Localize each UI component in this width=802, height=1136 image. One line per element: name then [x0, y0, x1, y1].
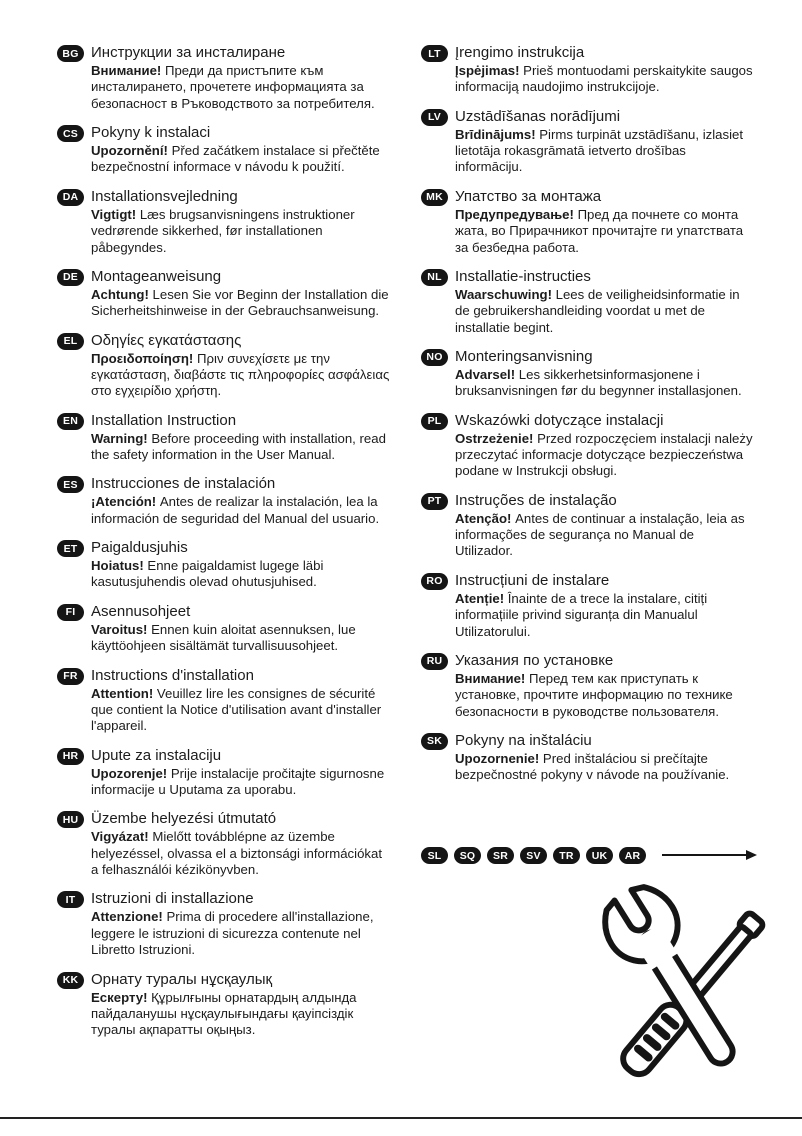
instruction-entry	[57, 667, 393, 735]
entry-body-wrap	[91, 558, 391, 591]
language-badge: TR	[553, 847, 580, 864]
entry-body-wrap	[455, 127, 755, 176]
entry-body: Преди да пристъпите към инсталирането, прочетете информацията за безопасност в Ръководството за потребителя.	[91, 63, 375, 111]
instruction-entry	[57, 747, 393, 799]
entry-body: Перед тем как приступать к установке, прочтите информацию по технике безопасности в руководстве пользователя.	[455, 670, 733, 719]
entry-title: Uzstādīšanas norādījumi	[455, 107, 621, 125]
entry-header	[57, 539, 393, 557]
entry-title: Installatie-instructies	[455, 267, 591, 285]
instruction-entry	[421, 572, 757, 640]
entry-alert: Προειδοποίηση!	[91, 350, 197, 366]
instruction-entry	[421, 492, 757, 560]
language-badge: EN	[57, 413, 84, 430]
entry-title: Installationsvejledning	[91, 187, 238, 205]
instruction-entry	[421, 188, 757, 256]
entry-body-wrap	[455, 591, 755, 640]
entry-body: Przed rozpoczęciem instalacji należy przeczytać informacje dotyczące bezpieczeństwa podane w Instrukcji obsługi.	[455, 430, 753, 479]
entry-title: Орнату туралы нұсқаулық	[91, 970, 273, 988]
arrow	[662, 850, 757, 860]
entry-title: Instructions d'installation	[91, 666, 254, 684]
instruction-entry	[57, 603, 393, 655]
entry-header	[57, 44, 393, 62]
instruction-entry	[57, 539, 393, 591]
entry-body-wrap	[455, 431, 755, 480]
entry-body-wrap	[455, 751, 755, 784]
language-badge: IT	[57, 891, 84, 908]
instruction-entry	[421, 108, 757, 176]
language-badge: PT	[421, 493, 448, 510]
right-column	[421, 44, 757, 796]
left-column	[57, 44, 393, 1051]
entry-alert: Advarsel!	[455, 366, 519, 382]
language-badge: LV	[421, 109, 448, 126]
entry-body-wrap	[91, 990, 391, 1039]
language-badge: KK	[57, 972, 84, 989]
entry-alert: Upozornenie!	[455, 750, 543, 766]
entry-body: Înainte de a trece la instalare, citiți informațiile privind siguranța din Manualul Utilizatorului.	[455, 590, 708, 639]
entry-body-wrap	[91, 351, 391, 400]
entry-body-wrap	[455, 287, 755, 336]
entry-header	[57, 332, 393, 350]
language-badge: PL	[421, 413, 448, 430]
language-badge: BG	[57, 45, 84, 62]
entry-alert: Внимание!	[91, 63, 165, 78]
instruction-entry	[57, 124, 393, 176]
entry-body: Lesen Sie vor Beginn der Installation die Sicherheitshinweise in der Gebrauchsanweisung.	[91, 286, 389, 319]
tools-illustration	[550, 878, 778, 1097]
entry-alert: Ostrzeżenie!	[455, 430, 538, 446]
instruction-entry	[57, 475, 393, 527]
language-badge: FI	[57, 604, 84, 621]
entry-alert: Brīdinājums!	[455, 126, 540, 142]
instruction-entry	[421, 412, 757, 480]
entry-alert: Warning!	[91, 430, 152, 446]
entry-body: Pred inštaláciou si prečítajte bezpečnostné pokyny v návode na používanie.	[455, 750, 730, 783]
entry-alert: Предупредување!	[455, 206, 578, 222]
entry-body: Enne paigaldamist lugege läbi kasutusjuhendis olevad ohutusjuhised.	[91, 558, 324, 590]
instruction-entry	[57, 412, 393, 464]
wrench-icon	[593, 878, 758, 1081]
entry-header	[57, 603, 393, 621]
entry-body-wrap	[91, 63, 391, 112]
language-badge: SQ	[454, 847, 481, 864]
instruction-entry	[57, 810, 393, 878]
entry-title: Upute za instalaciju	[91, 746, 222, 764]
instruction-entry	[421, 732, 757, 784]
entry-body-wrap	[455, 671, 755, 720]
wrench-screwdriver-icon	[550, 878, 778, 1092]
language-badge: UK	[586, 847, 613, 864]
language-badge: SL	[421, 847, 448, 864]
arrow-shaft	[662, 854, 746, 857]
language-badge: NL	[421, 269, 448, 286]
language-badge: DA	[57, 189, 84, 206]
language-badge: DE	[57, 269, 84, 286]
entry-header	[421, 108, 757, 126]
entry-body: Mielőtt továbblépne az üzembe helyezéssel, olvassa el a biztonsági információkat a felhasználói kézikönyvben.	[91, 829, 383, 878]
instruction-entry	[421, 348, 757, 400]
entry-header	[57, 667, 393, 685]
entry-header	[57, 810, 393, 828]
instruction-entry	[421, 268, 757, 336]
entry-header	[57, 971, 393, 989]
language-badge: RO	[421, 573, 448, 590]
entry-title: Montageanweisung	[91, 267, 222, 285]
entry-header	[57, 412, 393, 430]
more-languages-row	[421, 846, 757, 864]
instruction-entry	[57, 44, 393, 112]
entry-header	[421, 572, 757, 590]
entry-body-wrap	[91, 829, 391, 878]
entry-title: Pokyny k instalaci	[91, 124, 211, 142]
instruction-entry	[421, 652, 757, 720]
entry-alert: Внимание!	[455, 670, 529, 686]
instruction-entry	[421, 44, 757, 96]
entry-title: Įrengimo instrukcija	[455, 44, 585, 61]
entry-title: Pokyny na inštaláciu	[455, 731, 592, 749]
entry-title: Monteringsanvisning	[455, 347, 593, 365]
entry-header	[421, 732, 757, 750]
entry-alert: Attention!	[91, 685, 157, 701]
entry-body: Lees de veiligheidsinformatie in de gebruikershandleiding voordat u met de installatie begint.	[455, 286, 740, 335]
entry-body: Ennen kuin aloitat asennuksen, lue käyttöohjeen sisältämät turvallisuusohjeet.	[91, 621, 356, 654]
entry-header	[421, 188, 757, 206]
entry-body-wrap	[91, 143, 391, 176]
language-badge: LT	[421, 45, 448, 62]
entry-body-wrap	[91, 622, 391, 655]
language-badge: ES	[57, 476, 84, 493]
entry-body-wrap	[91, 766, 391, 799]
entry-header	[57, 747, 393, 765]
entry-body: Құрылғыны орнатардың алдында пайдаланушы нұсқаулығындағы қауіпсіздік туралы ақпаратты оқыңыз.	[91, 989, 357, 1038]
instruction-entry	[57, 268, 393, 320]
entry-header	[421, 492, 757, 510]
entry-title: Instruções de instalação	[455, 491, 617, 509]
entry-header	[57, 124, 393, 142]
language-badge: CS	[57, 125, 84, 142]
entry-alert: Vigyázat!	[91, 829, 153, 845]
language-badge: HR	[57, 748, 84, 765]
entry-body: Пред да почнете со монта жата, во Прирачникот прочитајте ги упатствата за безбедна работа.	[455, 206, 744, 255]
entry-alert: Achtung!	[91, 286, 153, 302]
instruction-entry	[57, 971, 393, 1039]
entry-body-wrap	[455, 367, 755, 400]
language-badge: AR	[619, 847, 646, 864]
entry-body: Antes de realizar la instalación, lea la información de seguridad del Manual del usuario.	[91, 494, 380, 526]
language-badge: MK	[421, 189, 448, 206]
entry-alert: Attenzione!	[91, 909, 167, 925]
entry-alert: Hoiatus!	[91, 558, 148, 574]
entry-header	[57, 890, 393, 908]
entry-title: Asennusohjeet	[91, 602, 191, 620]
language-badge: RU	[421, 653, 448, 670]
entry-body: Before proceeding with installation, read the safety information in the User Manual.	[91, 430, 386, 463]
entry-header	[421, 412, 757, 430]
entry-body-wrap	[91, 431, 391, 464]
entry-title: Instrucțiuni de instalare	[455, 571, 610, 589]
entry-alert: ¡Atención!	[91, 494, 160, 510]
entry-body: Læs brugsanvisningens instruktioner vedrørende sikkerhed, før installationen påbegyndes.	[91, 206, 355, 255]
entry-title: Инструкции за инсталиране	[91, 44, 286, 61]
entry-header	[421, 348, 757, 366]
entry-alert: Varoitus!	[91, 621, 152, 637]
entry-alert: Įspėjimas!	[455, 63, 524, 78]
entry-header	[421, 44, 757, 62]
entry-body: Prima di procedere all'installazione, leggere le istruzioni di sicurezza contenute nel Libretto Istruzioni.	[91, 909, 374, 958]
entry-alert: Vigtigt!	[91, 206, 140, 222]
entry-header	[57, 475, 393, 493]
language-badge: HU	[57, 811, 84, 828]
language-badge: SV	[520, 847, 547, 864]
entry-body: Prije instalacije pročitajte sigurnosne informacije u Uputama za uporabu.	[91, 765, 385, 797]
entry-alert: Upozornění!	[91, 143, 172, 159]
instruction-entry	[57, 332, 393, 400]
language-badge: NO	[421, 349, 448, 366]
language-badge: EL	[57, 333, 84, 350]
entry-title: Упатство за монтажа	[455, 187, 602, 205]
entry-body: Pirms turpināt uzstādīšanu, izlasiet lietotāja rokasgrāmatā ietverto drošības informāciju.	[455, 126, 744, 175]
language-badge: ET	[57, 540, 84, 557]
entry-title: Instrucciones de instalación	[91, 475, 276, 493]
entry-title: Üzembe helyezési útmutató	[91, 810, 277, 828]
entry-title: Οδηγίες εγκατάστασης	[91, 331, 242, 349]
entry-alert: Upozorenje!	[91, 765, 171, 781]
entry-alert: Ескерту!	[91, 989, 152, 1005]
entry-body: Antes de continuar a instalação, leia as informações de segurança no Manual de Utilizador.	[455, 510, 745, 559]
entry-header	[421, 268, 757, 286]
language-badge: SK	[421, 733, 448, 750]
entry-body-wrap	[91, 909, 391, 958]
entry-body: Před začátkem instalace si přečtěte bezpečnostní informace v návodu k použití.	[91, 143, 380, 175]
entry-alert: Waarschuwing!	[455, 286, 556, 302]
arrow-head-icon	[746, 850, 757, 860]
instruction-entry	[57, 188, 393, 256]
entry-title: Installation Instruction	[91, 411, 237, 429]
entry-title: Istruzioni di installazione	[91, 890, 254, 908]
instruction-entry	[57, 890, 393, 958]
entry-header	[421, 652, 757, 670]
entry-body-wrap	[91, 494, 391, 527]
entry-title: Wskazówki dotyczące instalacji	[455, 411, 664, 429]
entry-body-wrap	[455, 63, 755, 96]
entry-body-wrap	[91, 287, 391, 320]
entry-body-wrap	[91, 686, 391, 735]
entry-alert: Atenção!	[455, 510, 516, 526]
entry-body-wrap	[91, 207, 391, 256]
entry-body: Prieš montuodami perskaitykite saugos informaciją naudojimo instrukcijoje.	[455, 63, 753, 95]
entry-title: Paigaldusjuhis	[91, 539, 188, 557]
entry-header	[57, 188, 393, 206]
entry-body: Les sikkerhetsinformasjonene i bruksanvisningen før du begynner installasjonen.	[455, 366, 742, 399]
entry-body: Veuillez lire les consignes de sécurité que contient la Notice d'utilisation avant d'installer l'appareil.	[91, 685, 382, 734]
entry-body-wrap	[455, 511, 755, 560]
entry-header	[57, 268, 393, 286]
footer-divider	[0, 1117, 802, 1119]
entry-body-wrap	[455, 207, 755, 256]
entry-alert: Atenție!	[455, 590, 508, 606]
language-badge: FR	[57, 668, 84, 685]
language-badge: SR	[487, 847, 514, 864]
entry-body: Πριν συνεχίσετε με την εγκατάσταση, διαβάστε τις πληροφορίες ασφάλειας στο εγχειρίδιο χρήστη.	[91, 350, 390, 399]
entry-title: Указания по установке	[455, 651, 614, 669]
